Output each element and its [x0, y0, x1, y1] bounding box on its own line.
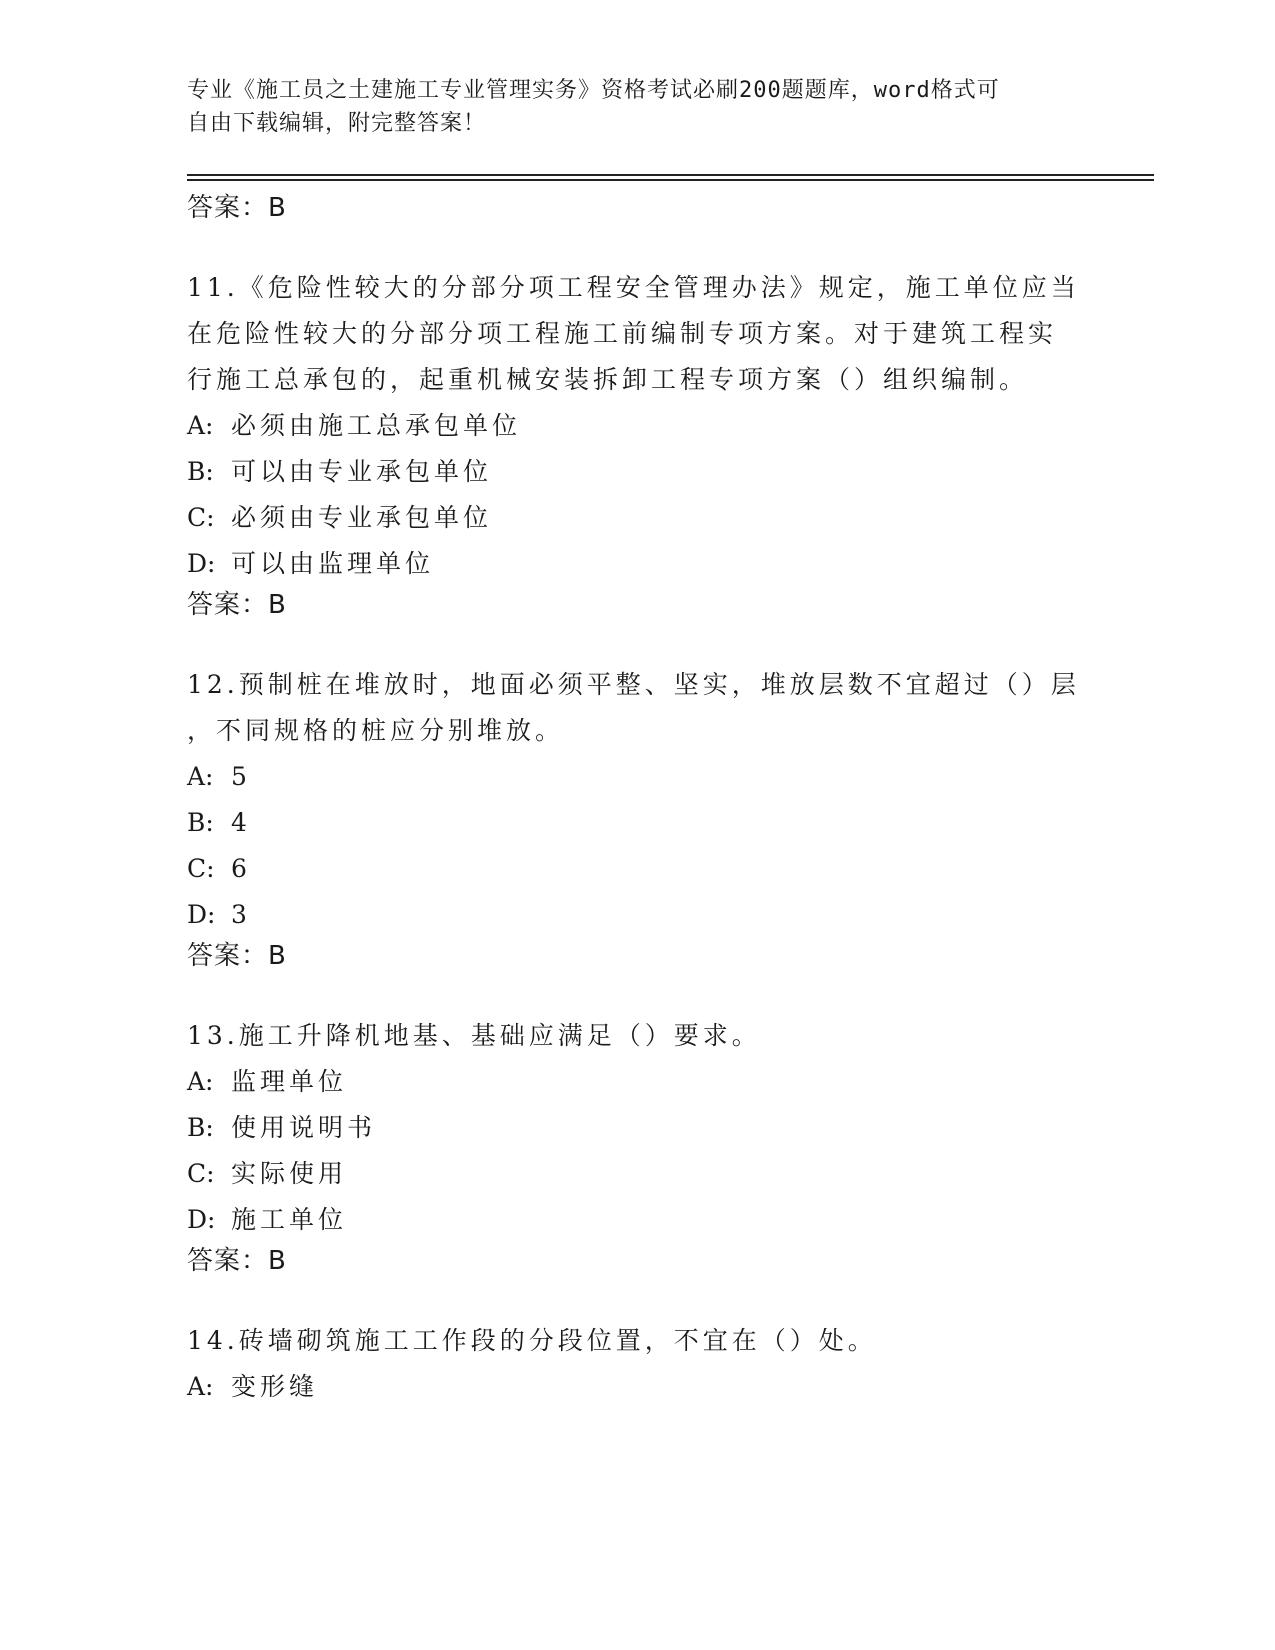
- option-key: C:: [187, 1159, 215, 1188]
- option-c: [187, 846, 1087, 892]
- option-b: [187, 1105, 1087, 1151]
- header-divider-bottom: [187, 179, 1154, 181]
- option-d: [187, 892, 1087, 938]
- stem-line: 12.预制桩在堆放时，地面必须平整、坚实，堆放层数不宜超过（）层: [187, 670, 1080, 699]
- option-d: [187, 541, 1087, 587]
- option-text: 施工单位: [231, 1205, 348, 1234]
- option-text: 必须由专业承包单位: [231, 503, 493, 532]
- answer-label: 答案：B: [187, 941, 287, 971]
- question-14: [187, 1318, 1087, 1410]
- option-text: 必须由施工总承包单位: [231, 411, 522, 440]
- stem-line: 在危险性较大的分部分项工程施工前编制专项方案。对于建筑工程实: [187, 319, 1058, 348]
- question-12: [187, 662, 1087, 985]
- option-a: [187, 1059, 1087, 1105]
- option-text: 4: [231, 808, 251, 837]
- option-text: 3: [231, 900, 251, 929]
- question-stem: [187, 265, 1087, 403]
- option-key: B:: [187, 808, 214, 837]
- answer-label: 答案：B: [187, 1246, 287, 1276]
- option-a: [187, 403, 1087, 449]
- spacer: [187, 237, 1087, 265]
- option-d: [187, 1197, 1087, 1243]
- option-key: B:: [187, 1113, 214, 1142]
- stem-line: 14.砖墙砌筑施工工作段的分段位置，不宜在（）处。: [187, 1326, 877, 1355]
- option-text: 变形缝: [231, 1372, 319, 1401]
- option-c: [187, 1151, 1087, 1197]
- option-key: D:: [187, 900, 216, 929]
- option-text: 可以由专业承包单位: [231, 457, 493, 486]
- option-key: D:: [187, 549, 216, 578]
- stem-line: 行施工总承包的，起重机械安装拆卸工程专项方案（）组织编制。: [187, 365, 1029, 394]
- option-key: B:: [187, 457, 214, 486]
- document-header: [187, 74, 1067, 140]
- option-text: 监理单位: [231, 1067, 348, 1096]
- option-c: [187, 495, 1087, 541]
- spacer: [187, 634, 1087, 662]
- header-line-1: 专业《施工员之土建施工专业管理实务》资格考试必刷200题题库，word格式可: [187, 78, 1000, 103]
- spacer: [187, 1290, 1087, 1318]
- question-list: [187, 190, 1087, 1410]
- option-key: C:: [187, 854, 215, 883]
- option-key: A:: [187, 1067, 214, 1096]
- option-text: 使用说明书: [231, 1113, 377, 1142]
- option-key: A:: [187, 411, 214, 440]
- stem-line: 11.《危险性较大的分部分项工程安全管理办法》规定，施工单位应当: [187, 273, 1080, 302]
- question-stem: [187, 1013, 1087, 1059]
- option-b: [187, 800, 1087, 846]
- option-a: [187, 754, 1087, 800]
- header-line-2: 自由下载编辑，附完整答案！: [187, 111, 487, 136]
- option-a: [187, 1364, 1087, 1410]
- option-text: 5: [231, 762, 251, 791]
- answer-label: 答案：B: [187, 590, 287, 620]
- option-b: [187, 449, 1087, 495]
- option-key: D:: [187, 1205, 216, 1234]
- question-13: [187, 1013, 1087, 1290]
- stem-line: 13.施工升降机地基、基础应满足（）要求。: [187, 1021, 761, 1050]
- header-divider-top: [187, 174, 1154, 176]
- question-stem: [187, 662, 1087, 754]
- option-text: 可以由监理单位: [231, 549, 435, 578]
- answer-label: 答案：B: [187, 193, 287, 223]
- option-key: A:: [187, 762, 214, 791]
- option-key: A:: [187, 1372, 214, 1401]
- option-text: 实际使用: [231, 1159, 348, 1188]
- question-stem: [187, 1318, 1087, 1364]
- option-text: 6: [231, 854, 251, 883]
- question-11: [187, 265, 1087, 634]
- option-key: C:: [187, 503, 215, 532]
- stem-line: ，不同规格的桩应分别堆放。: [187, 716, 565, 745]
- spacer: [187, 985, 1087, 1013]
